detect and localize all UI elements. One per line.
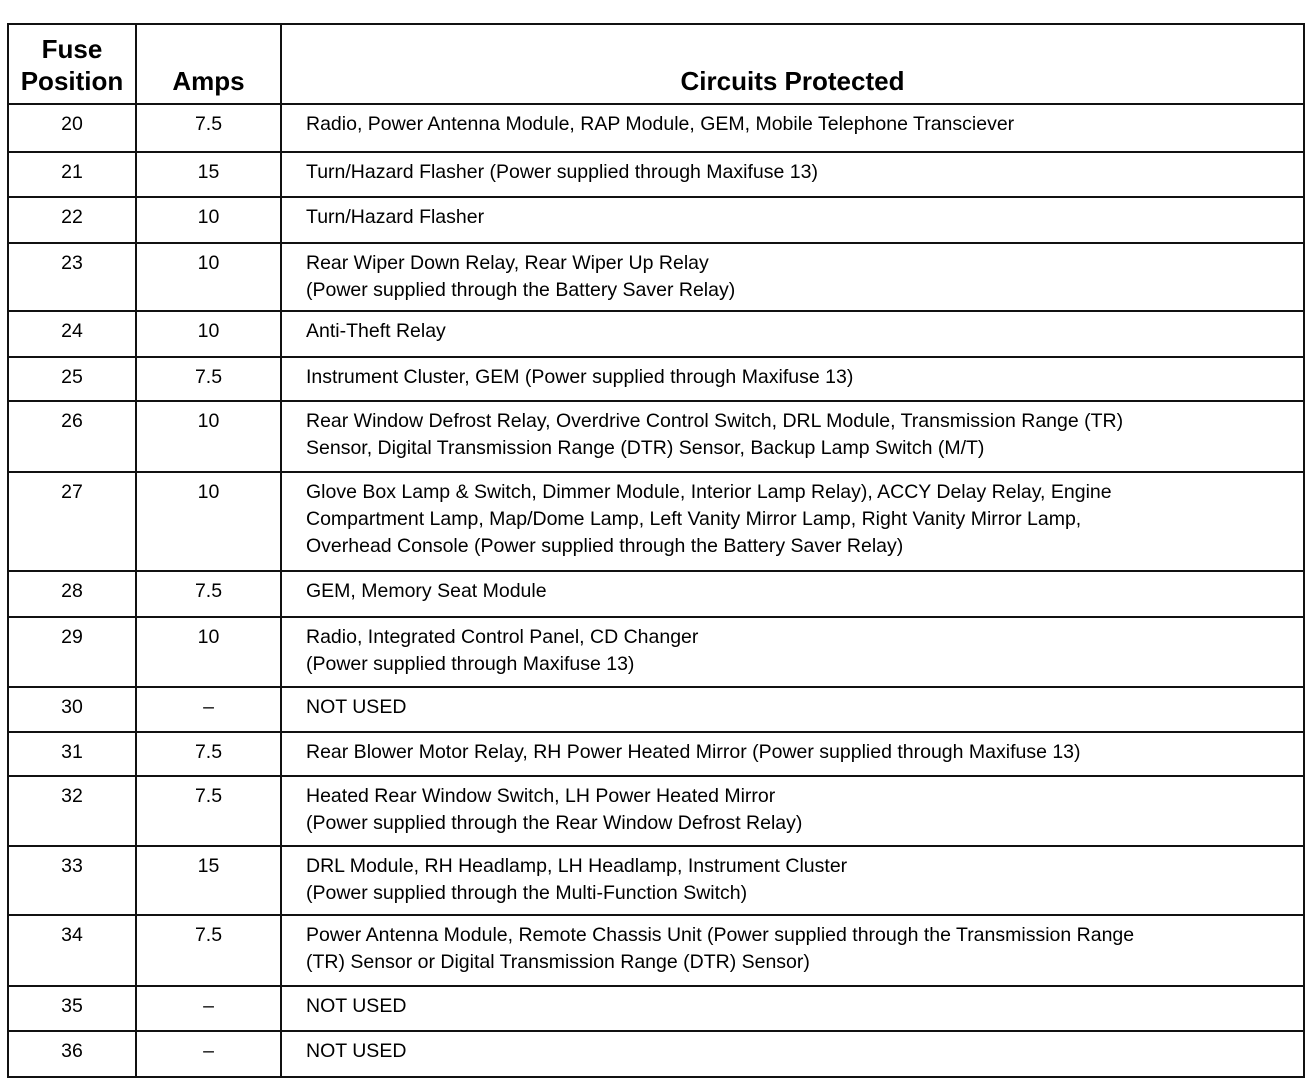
circuits-protected-cell: Glove Box Lamp & Switch, Dimmer Module, Interior Lamp Relay), ACCY Delay Relay, Engine Compartment Lamp, Map/Dome Lamp, Left Vanity Mirror Lamp, Right Vanity Mirror Lamp, Overhead Console (Power supplied through the Battery Saver Relay) (281, 472, 1304, 571)
fuse-table-container (7, 23, 1303, 1078)
circuits-protected-cell: Rear Blower Motor Relay, RH Power Heated Mirror (Power supplied through Maxifuse 13) (281, 732, 1304, 776)
circuits-protected-cell: Heated Rear Window Switch, LH Power Heated Mirror (Power supplied through the Rear Window Defrost Relay) (281, 776, 1304, 846)
table-row (8, 197, 1304, 243)
table-row (8, 776, 1304, 846)
circuits-protected-cell: NOT USED (281, 687, 1304, 732)
table-row (8, 401, 1304, 472)
fuse-position-cell: 25 (8, 357, 136, 401)
amps-cell: 15 (136, 846, 281, 915)
table-row (8, 243, 1304, 311)
table-row (8, 617, 1304, 687)
amps-cell: 10 (136, 311, 281, 357)
fuse-position-cell: 30 (8, 687, 136, 732)
fuse-position-cell: 33 (8, 846, 136, 915)
circuits-protected-cell: Rear Wiper Down Relay, Rear Wiper Up Relay (Power supplied through the Battery Saver Relay) (281, 243, 1304, 311)
fuse-position-cell: 34 (8, 915, 136, 986)
amps-cell: 7.5 (136, 732, 281, 776)
amps-cell: 10 (136, 401, 281, 472)
table-row (8, 687, 1304, 732)
circuits-protected-cell: NOT USED (281, 1031, 1304, 1077)
circuits-protected-cell: Turn/Hazard Flasher (Power supplied through Maxifuse 13) (281, 152, 1304, 197)
fuse-position-cell: 21 (8, 152, 136, 197)
circuits-protected-cell: Anti-Theft Relay (281, 311, 1304, 357)
table-row (8, 357, 1304, 401)
fuse-table (7, 23, 1305, 1078)
fuse-table-body (8, 104, 1304, 1077)
fuse-position-cell: 29 (8, 617, 136, 687)
fuse-position-cell: 23 (8, 243, 136, 311)
table-row (8, 152, 1304, 197)
fuse-position-cell: 26 (8, 401, 136, 472)
fuse-position-cell: 32 (8, 776, 136, 846)
fuse-position-cell: 24 (8, 311, 136, 357)
amps-cell: – (136, 687, 281, 732)
amps-cell: 7.5 (136, 357, 281, 401)
amps-cell: – (136, 1031, 281, 1077)
fuse-position-cell: 31 (8, 732, 136, 776)
amps-cell: 7.5 (136, 104, 281, 152)
fuse-position-cell: 27 (8, 472, 136, 571)
header-amps: Amps (136, 24, 281, 104)
fuse-position-cell: 28 (8, 571, 136, 617)
circuits-protected-cell: Rear Window Defrost Relay, Overdrive Control Switch, DRL Module, Transmission Range (TR) Sensor, Digital Transmission Range (DTR) Sensor, Backup Lamp Switch (M/T) (281, 401, 1304, 472)
amps-cell: 7.5 (136, 571, 281, 617)
amps-cell: 7.5 (136, 776, 281, 846)
header-circuits-protected: Circuits Protected (281, 24, 1304, 104)
table-row (8, 311, 1304, 357)
header-fuse-position: Fuse Position (8, 24, 136, 104)
amps-cell: 7.5 (136, 915, 281, 986)
fuse-position-cell: 35 (8, 986, 136, 1031)
circuits-protected-cell: Turn/Hazard Flasher (281, 197, 1304, 243)
circuits-protected-cell: Radio, Power Antenna Module, RAP Module, GEM, Mobile Telephone Transciever (281, 104, 1304, 152)
fuse-position-cell: 22 (8, 197, 136, 243)
amps-cell: 10 (136, 472, 281, 571)
table-row (8, 846, 1304, 915)
fuse-position-cell: 20 (8, 104, 136, 152)
header-row (8, 24, 1304, 104)
circuits-protected-cell: DRL Module, RH Headlamp, LH Headlamp, Instrument Cluster (Power supplied through the Multi-Function Switch) (281, 846, 1304, 915)
table-row (8, 732, 1304, 776)
table-row (8, 986, 1304, 1031)
table-row (8, 915, 1304, 986)
circuits-protected-cell: Power Antenna Module, Remote Chassis Unit (Power supplied through the Transmission Range (TR) Sensor or Digital Transmission Range (DTR) Sensor) (281, 915, 1304, 986)
fuse-position-cell: 36 (8, 1031, 136, 1077)
circuits-protected-cell: Instrument Cluster, GEM (Power supplied through Maxifuse 13) (281, 357, 1304, 401)
table-row (8, 104, 1304, 152)
circuits-protected-cell: Radio, Integrated Control Panel, CD Changer (Power supplied through Maxifuse 13) (281, 617, 1304, 687)
table-row (8, 1031, 1304, 1077)
circuits-protected-cell: NOT USED (281, 986, 1304, 1031)
amps-cell: 15 (136, 152, 281, 197)
amps-cell: – (136, 986, 281, 1031)
amps-cell: 10 (136, 197, 281, 243)
amps-cell: 10 (136, 617, 281, 687)
table-row (8, 571, 1304, 617)
amps-cell: 10 (136, 243, 281, 311)
table-row (8, 472, 1304, 571)
circuits-protected-cell: GEM, Memory Seat Module (281, 571, 1304, 617)
